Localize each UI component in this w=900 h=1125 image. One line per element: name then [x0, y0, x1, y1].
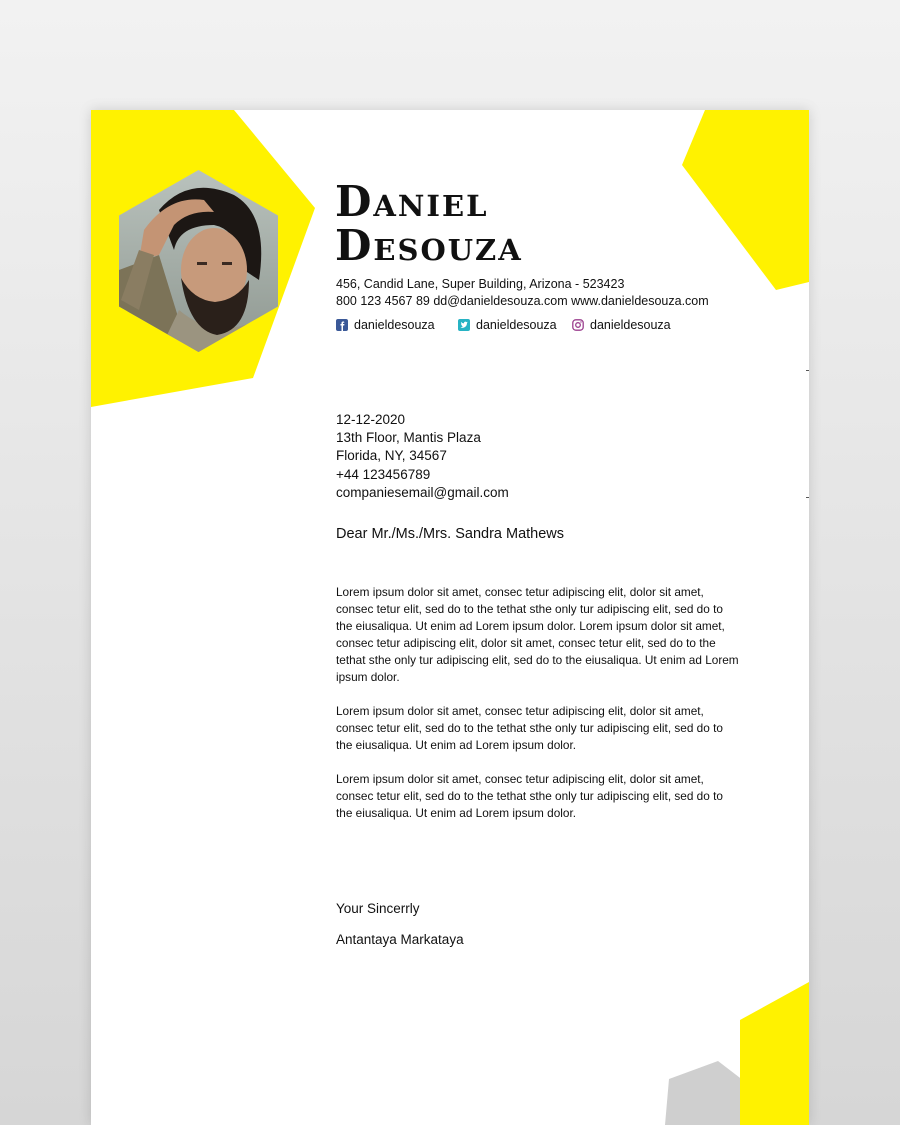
contact-info	[336, 276, 709, 310]
body-paragraph-3: Lorem ipsum dolor sit amet, consec tetur adipiscing elit, dolor sit amet, consec tetur elit, sed do to the tethat sthe only tur adipiscing elit, sed do to the eiusaliqua. Ut enim ad Lorem ipsum dolor.	[336, 772, 723, 820]
twitter-icon	[458, 319, 470, 331]
first-name: Daniel	[335, 177, 489, 226]
twitter-handle: danieldesouza	[476, 318, 557, 332]
profile-photo	[119, 170, 278, 352]
instagram-handle: danieldesouza	[590, 318, 671, 332]
recipient-block	[336, 411, 509, 502]
facebook-handle: danieldesouza	[354, 318, 435, 332]
applicant-name	[335, 177, 523, 270]
signature-name: Antantaya Markataya	[336, 932, 464, 947]
recipient-email: companiesemail@gmail.com	[336, 484, 509, 500]
top-right-yellow-shape	[682, 110, 809, 290]
recipient-phone: +44 123456789	[336, 466, 431, 482]
body-paragraph-1: Lorem ipsum dolor sit amet, consec tetur adipiscing elit, dolor sit amet, consec tetur elit, sed do to the tethat sthe only tur adipiscing elit, sed do to the eiusaliqua. Ut enim ad Lorem ipsum dolor. Lorem ipsum dolor sit amet, consec tetur adipiscing elit, dolor sit amet, consec tetur elit, sed do to the tethat sthe only tur adipiscing elit, sed do to the eiusaliqua. Ut enim ad Lorem ipsum dolor.	[336, 585, 739, 684]
social-item-facebook[interactable]	[336, 318, 435, 332]
instagram-icon	[572, 319, 584, 331]
fold-mark-bottom	[806, 497, 809, 498]
bottom-right-yellow-shape	[740, 982, 809, 1125]
cover-letter-page	[91, 110, 809, 1125]
fold-mark-top	[806, 370, 809, 371]
closing-line: Your Sincerrly	[336, 901, 420, 916]
social-item-instagram[interactable]	[572, 318, 671, 332]
last-name: Desouza	[335, 221, 523, 270]
address-line: 456, Candid Lane, Super Building, Arizona - 523423	[336, 277, 625, 291]
social-item-twitter[interactable]	[458, 318, 557, 332]
phone-email-web-line: 800 123 4567 89 dd@danieldesouza.com www.danieldesouza.com	[336, 294, 709, 308]
body-paragraph-2: Lorem ipsum dolor sit amet, consec tetur adipiscing elit, dolor sit amet, consec tetur elit, sed do to the tethat sthe only tur adipiscing elit, sed do to the eiusaliqua. Ut enim ad Lorem ipsum dolor.	[336, 704, 723, 752]
recipient-address-line-1: 13th Floor, Mantis Plaza	[336, 430, 481, 446]
facebook-icon	[336, 319, 348, 331]
recipient-address-line-2: Florida, NY, 34567	[336, 448, 447, 464]
letter-date: 12-12-2020	[336, 412, 406, 427]
salutation: Dear Mr./Ms./Mrs. Sandra Mathews	[336, 526, 565, 542]
